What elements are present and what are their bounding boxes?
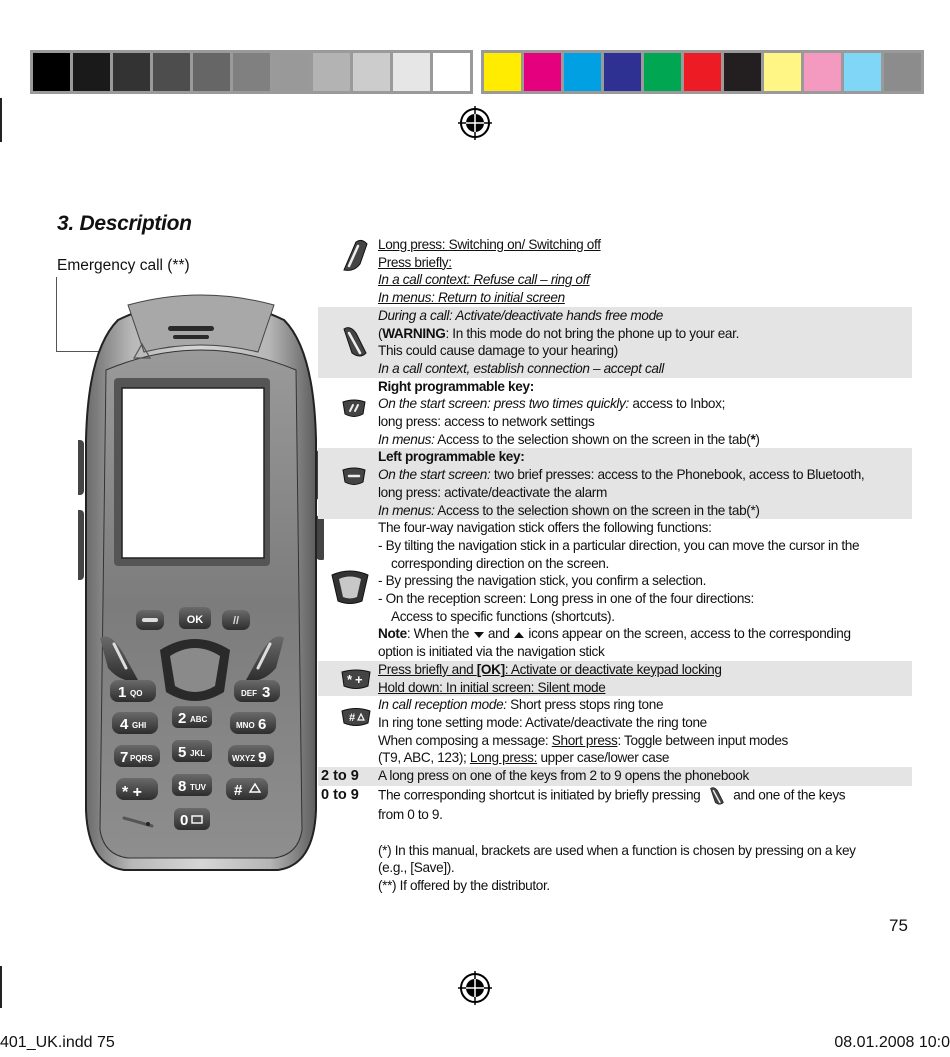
arrow-down-icon [473,630,485,640]
svg-text:#: # [234,782,243,799]
left-softkey-icon [340,466,368,488]
arrow-up-icon [513,630,525,640]
key-range-label: 0 to 9 [321,786,359,803]
svg-text:OK: OK [186,614,204,626]
crop-mark [0,966,2,1008]
svg-text:QO: QO [130,689,143,698]
color-swatch [353,53,390,91]
emergency-call-label: Emergency call (**) [57,257,190,274]
color-swatch [884,53,921,91]
table-row: * + Press briefly and [OK]: Activate or deactivate keypad locking Hold down: In initial screen: Silent mode [318,661,912,696]
page-number: 75 [889,916,908,935]
phone-illustration [78,290,324,872]
svg-text:7: 7 [120,749,129,766]
color-swatch [33,53,70,91]
footnote: (*) In this manual, brackets are used when a function is chosen by pressing on a key [378,842,856,858]
color-swatch [273,53,310,91]
color-swatch [393,53,430,91]
svg-text:ABC: ABC [190,715,208,724]
svg-text:1: 1 [118,684,127,701]
footnote: (e.g., [Save]). [378,860,455,876]
footer-filename: 401_UK.indd 75 [0,1034,115,1051]
color-swatch [73,53,110,91]
svg-text:JKL: JKL [190,749,206,758]
table-row: 2 to 9 A long press on one of the keys from 2 to 9 opens the phonebook [318,767,912,786]
color-swatch [644,53,681,91]
registration-mark-icon [458,106,492,140]
color-swatch [764,53,801,91]
table-row: During a call: Activate/deactivate hands free mode (WARNING: In this mode do not bring the phone up to your ear. This could cause damage to your hearing) In a call context, establish connection – accept call [318,307,912,378]
footer-date: 08.01.2008 10:0 [834,1034,950,1051]
color-swatch [313,53,350,91]
table-row: Left programmable key: On the start screen: two brief presses: access to the Phonebook, access to Bluetooth, long press: activate/deactivate the alarm In menus: Access to the selection shown on the screen in the tab(*) [318,448,912,519]
page-title: 3. Description [57,212,192,235]
table-row: Long press: Switching on/ Switching off Press briefly: In a call context: Refuse call – ring off In menus: Return to initial screen [318,236,912,307]
navigation-stick-icon [330,569,370,605]
table-row: # In call reception mode: Short press stops ring tone In ring tone setting mode: Activate/deactivate the ring tone When composing a message: Short press: Toggle between input modes (T9, ABC, 123); Long press: upper case/lower case [318,696,912,767]
svg-text:9: 9 [258,749,267,766]
call-key-icon [340,325,370,359]
color-swatch [153,53,190,91]
color-swatch [193,53,230,91]
call-key-icon [704,786,730,806]
svg-text:8: 8 [178,778,187,795]
table-row: Right programmable key: On the start screen: press two times quickly: access to Inbox; long press: access to network settings In menus: Access to the selection shown on the screen in the tab(*) [318,378,912,449]
color-swatch [804,53,841,91]
color-swatch [684,53,721,91]
svg-text:6: 6 [258,716,267,733]
svg-text:DEF: DEF [241,689,257,698]
svg-text:* +: * + [347,671,363,687]
svg-text://: // [232,615,240,627]
color-swatch [233,53,270,91]
callout-line [56,277,57,352]
svg-text:3: 3 [262,684,271,701]
svg-text:5: 5 [178,744,187,761]
svg-text:* +: * + [122,784,143,801]
color-swatch [524,53,561,91]
table-row: 0 to 9 The corresponding shortcut is initiated by briefly pressing and one of the keys from 0 to 9. (*) In this manual, brackets are used when a function is chosen by pressing on a key (e.g., [Save]). (**) If offered by the distributor. [318,786,912,895]
description-table [318,236,912,895]
svg-text:WXYZ: WXYZ [232,754,256,763]
svg-text:4: 4 [120,716,129,733]
hash-key-icon [340,706,372,728]
table-row: The four-way navigation stick offers the following functions: - By tilting the navigation stick in a particular direction, you can move the cursor in the corresponding direction on the screen. - By pressing the navigation stick, you confirm a selection. - On the reception screen: Long press in one of the four directions: Access to specific functions (shortcuts). Note: When the and icons appear on the screen, access to the corresponding option is initiated via the navigation stick [318,519,912,661]
color-swatch [484,53,521,91]
svg-text:0: 0 [180,812,189,829]
color-swatch [724,53,761,91]
registration-mark-icon [458,971,492,1005]
svg-text:MNO: MNO [236,721,255,730]
svg-text:PQRS: PQRS [130,754,153,763]
color-calibration-bar [481,50,924,94]
svg-text:TUV: TUV [190,783,206,792]
right-softkey-icon [340,398,368,420]
svg-text:2: 2 [178,710,187,727]
key-range-label: 2 to 9 [321,768,359,785]
color-swatch [564,53,601,91]
footnote: (**) If offered by the distributor. [378,877,550,893]
color-swatch [844,53,881,91]
color-swatch [604,53,641,91]
grayscale-calibration-bar [30,50,473,94]
color-swatch [113,53,150,91]
color-swatch [433,53,470,91]
svg-text:#: # [349,712,355,725]
star-key-icon [340,669,372,691]
crop-mark [0,98,2,142]
end-key-icon [340,238,370,272]
svg-text:GHI: GHI [132,721,147,730]
